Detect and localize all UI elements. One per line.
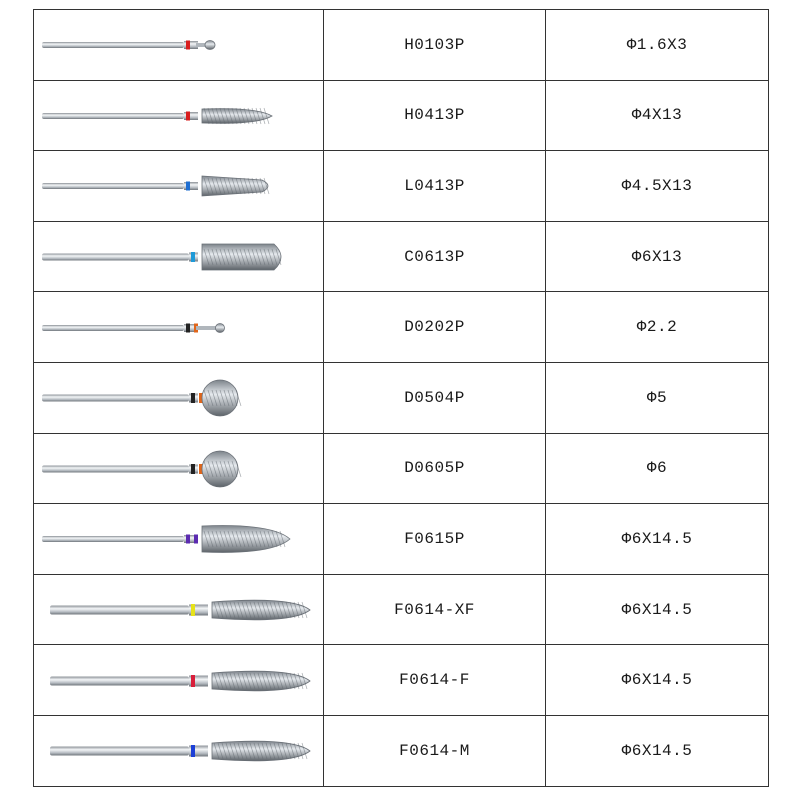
color-band [191,745,195,757]
bit-head [202,380,238,416]
bit-shaft [42,395,189,402]
size-spec: Φ1.6X3 [546,10,769,81]
bit-head [202,176,268,196]
size-spec: Φ6X13 [546,221,769,292]
size-spec: Φ6X14.5 [546,645,769,716]
model-code: F0614-M [324,715,546,786]
size-spec: Φ6X14.5 [546,574,769,645]
drill-bit-illustration [34,81,323,150]
product-table [33,9,769,787]
product-table-body [34,10,769,787]
bit-image-cell [34,221,324,292]
drill-bit-illustration [34,222,323,291]
model-code: D0605P [324,433,546,504]
table-row [34,292,769,363]
bit-shaft [42,183,184,189]
table-row [34,645,769,716]
size-spec: Φ4.5X13 [546,151,769,222]
model-code: H0413P [324,80,546,151]
color-band [194,535,198,544]
bit-image-cell [34,10,324,81]
bit-image-cell [34,433,324,504]
size-spec: Φ2.2 [546,292,769,363]
color-band [186,323,190,332]
color-band [191,464,195,474]
model-code: D0202P [324,292,546,363]
table-row [34,10,769,81]
color-band [186,41,190,50]
model-code: F0614-XF [324,574,546,645]
table-row [34,362,769,433]
model-code: L0413P [324,151,546,222]
drill-bit-illustration [34,575,323,644]
size-spec: Φ4X13 [546,80,769,151]
table-row [34,504,769,575]
table-row [34,574,769,645]
bit-shaft [42,42,184,48]
color-band [186,111,190,120]
drill-bit-illustration [34,716,323,785]
color-band [191,393,195,403]
bit-shaft [42,113,184,119]
drill-bit-illustration [34,434,323,503]
size-spec: Φ6X14.5 [546,715,769,786]
model-code: C0613P [324,221,546,292]
color-band [191,675,195,687]
table-row [34,221,769,292]
drill-bit-illustration [34,151,323,220]
model-code: F0615P [324,504,546,575]
color-band [191,604,195,616]
bit-head [202,244,281,270]
model-code: F0614-F [324,645,546,716]
table-row [34,433,769,504]
color-band [191,252,195,262]
size-spec: Φ6 [546,433,769,504]
color-band [186,535,190,544]
bit-image-cell [34,292,324,363]
bit-image-cell [34,80,324,151]
bit-image-cell [34,715,324,786]
model-code: H0103P [324,10,546,81]
size-spec: Φ6X14.5 [546,504,769,575]
table-row [34,80,769,151]
drill-bit-illustration [34,10,323,79]
size-spec: Φ5 [546,362,769,433]
drill-bit-illustration [34,293,323,362]
bit-image-cell [34,645,324,716]
bit-shaft [50,676,189,685]
bit-image-cell [34,504,324,575]
bit-head [216,323,225,332]
table-row [34,715,769,786]
drill-bit-illustration [34,363,323,432]
bit-head [202,526,290,553]
drill-bit-illustration [34,646,323,715]
bit-shaft [42,536,184,542]
bit-image-cell [34,151,324,222]
model-code: D0504P [324,362,546,433]
bit-head [205,41,215,50]
bit-shaft [50,747,189,756]
bit-head [202,451,238,487]
table-row [34,151,769,222]
bit-shaft [42,465,189,472]
bit-shaft [42,325,184,331]
bit-image-cell [34,362,324,433]
drill-bit-illustration [34,504,323,573]
bit-image-cell [34,574,324,645]
color-band [186,182,190,191]
bit-shaft [42,254,189,261]
bit-shaft [50,606,189,615]
